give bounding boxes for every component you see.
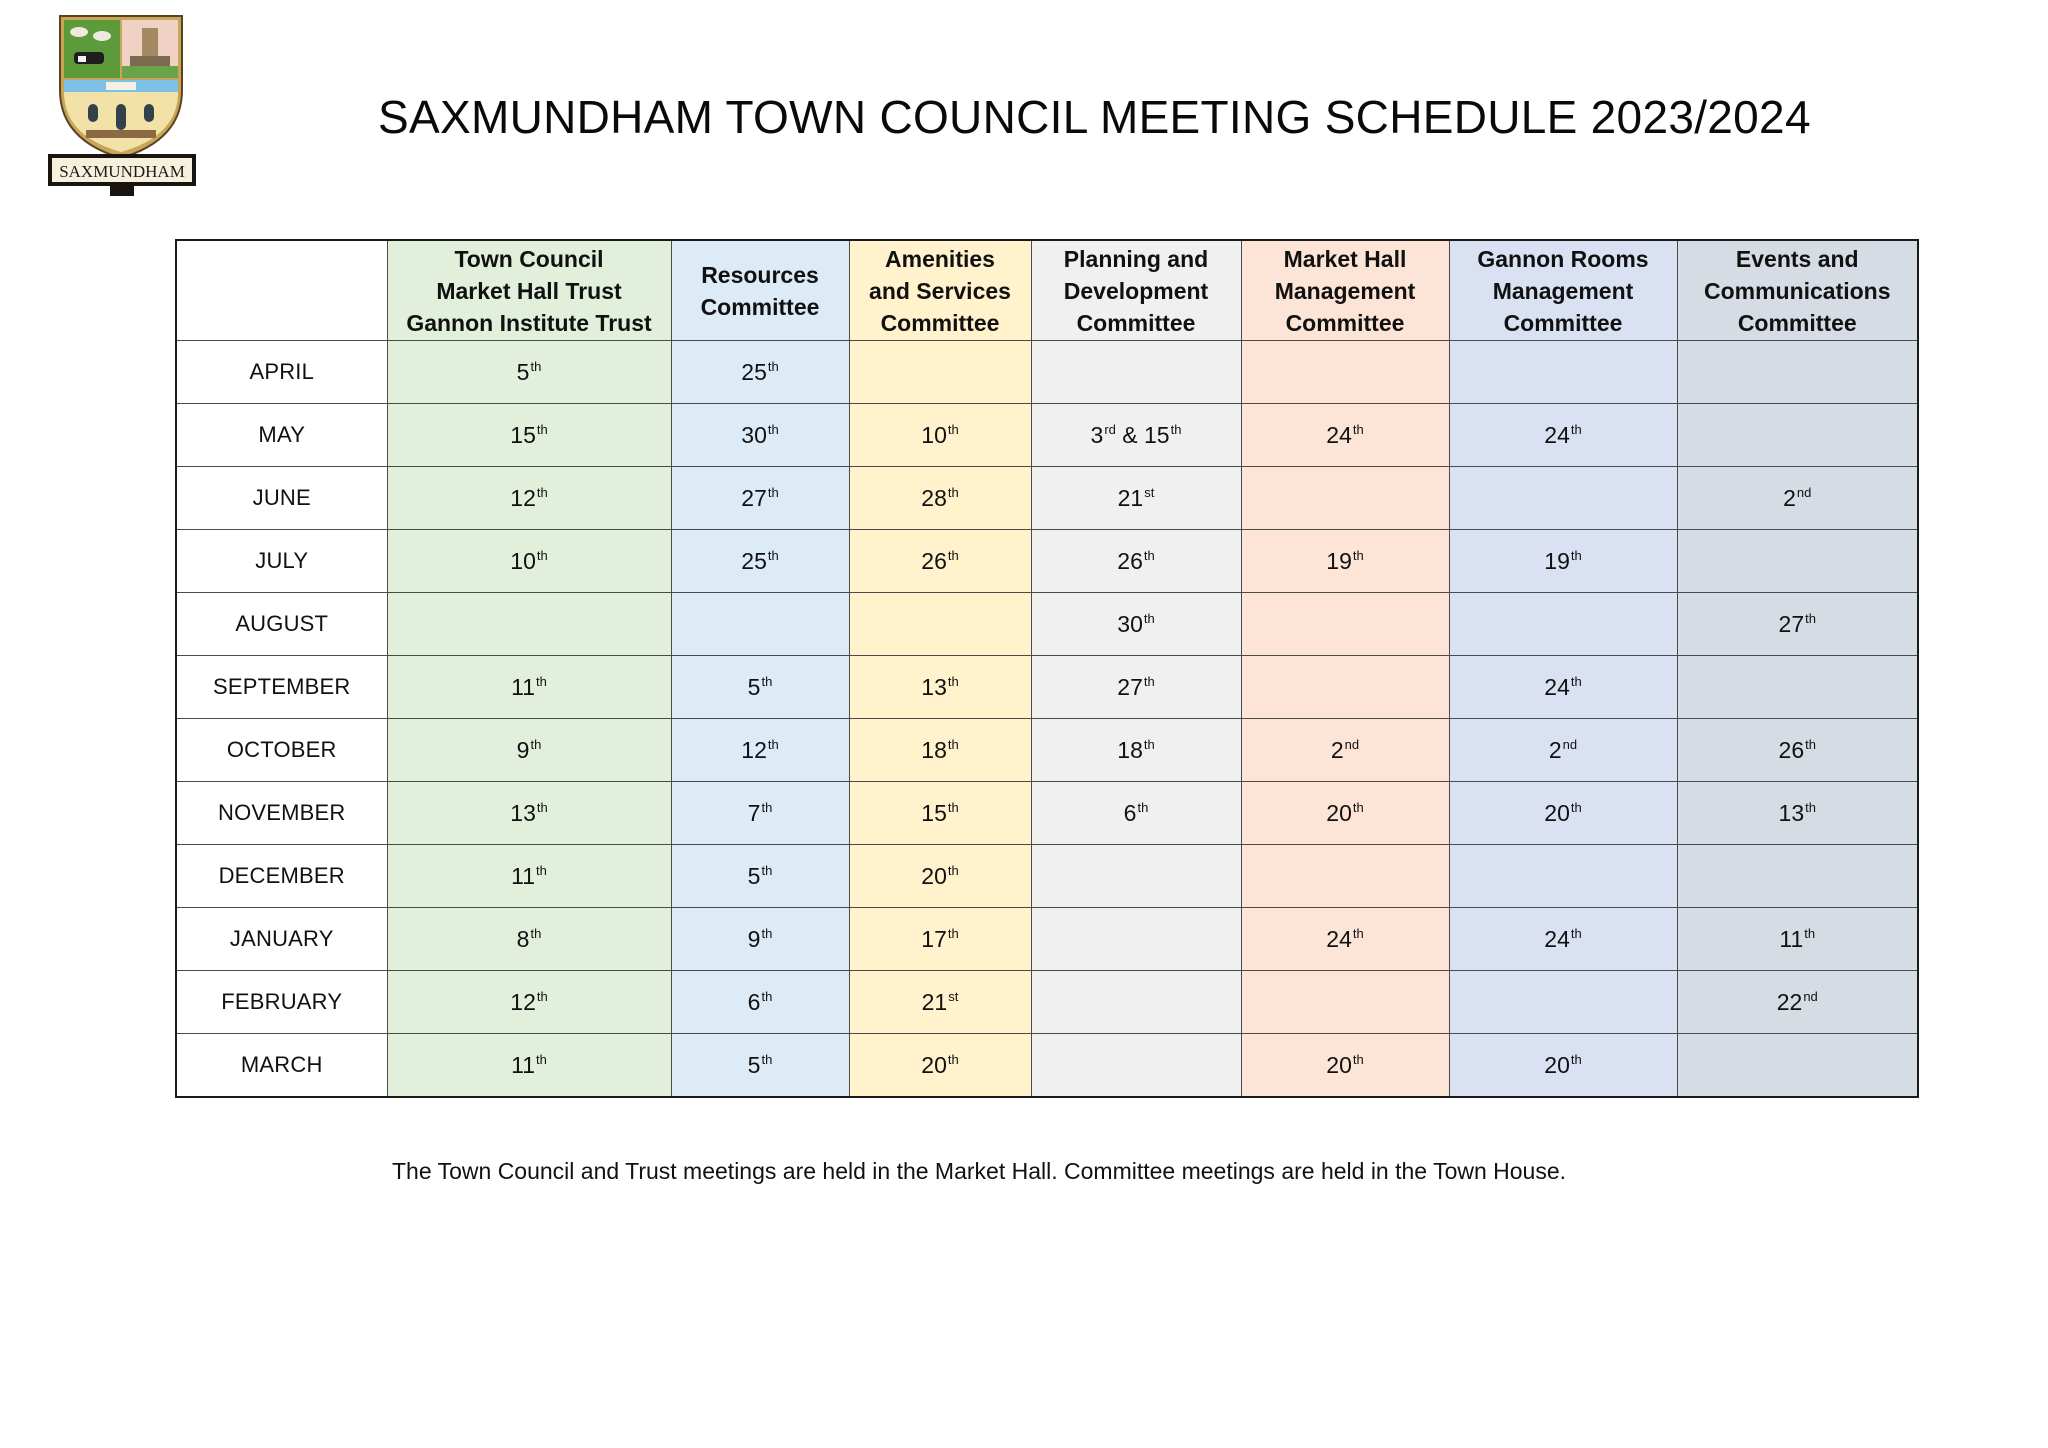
meeting-date-cell: 13th: [849, 656, 1031, 719]
meeting-date-cell: [1241, 593, 1449, 656]
meeting-date-cell: 11th: [387, 1034, 671, 1098]
column-header: [1241, 240, 1449, 341]
meeting-date-cell: 7th: [671, 782, 849, 845]
meeting-date-cell: 19th: [1241, 530, 1449, 593]
meeting-date-cell: [1677, 341, 1918, 404]
month-label: MAY: [176, 404, 387, 467]
month-label: MARCH: [176, 1034, 387, 1098]
meeting-date-cell: [1031, 845, 1241, 908]
column-header: [671, 240, 849, 341]
column-header-line: Planning and: [1063, 245, 1209, 272]
meeting-date-cell: 13th: [1677, 782, 1918, 845]
meeting-date-cell: 12th: [671, 719, 849, 782]
meeting-date-cell: 20th: [1449, 782, 1677, 845]
column-header-line: Town Council: [454, 245, 604, 272]
column-header-line: Events and: [1735, 245, 1859, 272]
meeting-date-cell: [1449, 593, 1677, 656]
meeting-date-cell: 22nd: [1677, 971, 1918, 1034]
meeting-date-cell: [1449, 845, 1677, 908]
meeting-date-cell: 9th: [387, 719, 671, 782]
meeting-date-cell: 24th: [1241, 404, 1449, 467]
footer-note: The Town Council and Trust meetings are held in the Market Hall. Committee meetings are held in the Town House.: [392, 1158, 1567, 1184]
column-header-line: Development: [1063, 277, 1209, 304]
meeting-date-cell: [1449, 341, 1677, 404]
meeting-date-cell: 27th: [1031, 656, 1241, 719]
column-header-line: Communications: [1703, 277, 1891, 304]
meeting-date-cell: [1677, 404, 1918, 467]
meeting-date-cell: 30th: [1031, 593, 1241, 656]
table-row: [176, 341, 1918, 404]
header-row: [176, 240, 1918, 341]
meeting-date-cell: 15th: [387, 404, 671, 467]
table-row: [176, 467, 1918, 530]
meeting-date-cell: 26th: [1031, 530, 1241, 593]
month-label: JULY: [176, 530, 387, 593]
meeting-date-cell: 24th: [1449, 908, 1677, 971]
table-row: [176, 719, 1918, 782]
meeting-date-cell: 28th: [849, 467, 1031, 530]
meeting-date-cell: 5th: [387, 341, 671, 404]
meeting-date-cell: [1677, 1034, 1918, 1098]
column-header-line: Committee: [880, 309, 1000, 336]
column-header-line: and Services: [869, 277, 1011, 304]
meeting-date-cell: 8th: [387, 908, 671, 971]
meeting-date-cell: [387, 593, 671, 656]
meeting-date-cell: 17th: [849, 908, 1031, 971]
column-header-line: Committee: [1503, 309, 1623, 336]
meeting-date-cell: 21st: [849, 971, 1031, 1034]
meeting-date-cell: 2nd: [1677, 467, 1918, 530]
meeting-date-cell: 5th: [671, 1034, 849, 1098]
meeting-date-cell: 12th: [387, 467, 671, 530]
meeting-date-cell: [1241, 971, 1449, 1034]
month-label: NOVEMBER: [176, 782, 387, 845]
column-header-line: Committee: [1285, 309, 1405, 336]
meeting-date-cell: 10th: [849, 404, 1031, 467]
meeting-date-cell: [1677, 530, 1918, 593]
meeting-date-cell: 20th: [1241, 1034, 1449, 1098]
meeting-date-cell: [1677, 845, 1918, 908]
month-label: JUNE: [176, 467, 387, 530]
meeting-date-cell: 3rd & 15th: [1031, 404, 1241, 467]
column-header: [849, 240, 1031, 341]
meeting-date-cell: 18th: [1031, 719, 1241, 782]
month-label: JANUARY: [176, 908, 387, 971]
meeting-date-cell: 24th: [1241, 908, 1449, 971]
meeting-date-cell: 24th: [1449, 656, 1677, 719]
month-label: SEPTEMBER: [176, 656, 387, 719]
page-title: SAXMUNDHAM TOWN COUNCIL MEETING SCHEDULE 2023/2024: [378, 91, 1811, 143]
meeting-date-cell: [1031, 1034, 1241, 1098]
meeting-date-cell: 9th: [671, 908, 849, 971]
month-label: DECEMBER: [176, 845, 387, 908]
meeting-date-cell: 20th: [849, 1034, 1031, 1098]
column-header-line: Committee: [1737, 309, 1857, 336]
corner-cell: [176, 240, 387, 341]
column-header: [387, 240, 671, 341]
meeting-date-cell: 27th: [671, 467, 849, 530]
meeting-date-cell: [1241, 341, 1449, 404]
column-header-line: Market Hall: [1283, 245, 1407, 272]
meeting-date-cell: 13th: [387, 782, 671, 845]
meeting-date-cell: 20th: [1241, 782, 1449, 845]
column-header-line: Market Hall Trust: [436, 277, 622, 304]
meeting-date-cell: 26th: [849, 530, 1031, 593]
column-header-line: Committee: [700, 293, 820, 320]
meeting-date-cell: 6th: [1031, 782, 1241, 845]
meeting-date-cell: 2nd: [1241, 719, 1449, 782]
column-header: [1031, 240, 1241, 341]
month-label: AUGUST: [176, 593, 387, 656]
month-label: OCTOBER: [176, 719, 387, 782]
meeting-date-cell: [849, 593, 1031, 656]
meeting-schedule-table: [175, 239, 1919, 1098]
table-row: [176, 530, 1918, 593]
column-header-line: Gannon Institute Trust: [406, 309, 652, 336]
meeting-date-cell: 5th: [671, 656, 849, 719]
month-label: FEBRUARY: [176, 971, 387, 1034]
table-row: [176, 404, 1918, 467]
table-row: [176, 908, 1918, 971]
meeting-date-cell: 15th: [849, 782, 1031, 845]
meeting-date-cell: 10th: [387, 530, 671, 593]
meeting-date-cell: [849, 341, 1031, 404]
meeting-date-cell: 25th: [671, 341, 849, 404]
table-row: [176, 593, 1918, 656]
meeting-date-cell: [1031, 908, 1241, 971]
meeting-date-cell: 30th: [671, 404, 849, 467]
meeting-date-cell: 11th: [387, 845, 671, 908]
meeting-date-cell: [1031, 971, 1241, 1034]
meeting-date-cell: 11th: [1677, 908, 1918, 971]
meeting-date-cell: 26th: [1677, 719, 1918, 782]
table-row: [176, 782, 1918, 845]
column-header-line: Committee: [1076, 309, 1196, 336]
meeting-date-cell: 25th: [671, 530, 849, 593]
column-header-line: Resources: [701, 261, 819, 288]
meeting-date-cell: 11th: [387, 656, 671, 719]
column-header-line: Management: [1492, 277, 1634, 304]
meeting-date-cell: 12th: [387, 971, 671, 1034]
table-row: [176, 1034, 1918, 1098]
table-row: [176, 845, 1918, 908]
meeting-date-cell: [1031, 341, 1241, 404]
meeting-date-cell: 20th: [1449, 1034, 1677, 1098]
meeting-date-cell: [1241, 467, 1449, 530]
meeting-date-cell: [1241, 845, 1449, 908]
meeting-date-cell: 5th: [671, 845, 849, 908]
meeting-date-cell: 19th: [1449, 530, 1677, 593]
meeting-date-cell: [1241, 656, 1449, 719]
meeting-date-cell: 20th: [849, 845, 1031, 908]
meeting-date-cell: [1449, 971, 1677, 1034]
column-header-line: Management: [1274, 277, 1416, 304]
table-row: [176, 656, 1918, 719]
meeting-date-cell: 2nd: [1449, 719, 1677, 782]
meeting-date-cell: [1449, 467, 1677, 530]
meeting-date-cell: 21st: [1031, 467, 1241, 530]
column-header-line: Amenities: [885, 245, 995, 272]
logo-text: SAXMUNDHAM: [59, 162, 185, 181]
meeting-date-cell: 24th: [1449, 404, 1677, 467]
town-crest-logo: [46, 12, 198, 198]
month-label: APRIL: [176, 341, 387, 404]
column-header-line: Gannon Rooms: [1477, 245, 1649, 272]
meeting-date-cell: 27th: [1677, 593, 1918, 656]
meeting-date-cell: [671, 593, 849, 656]
meeting-date-cell: [1677, 656, 1918, 719]
column-header: [1449, 240, 1677, 341]
meeting-date-cell: 18th: [849, 719, 1031, 782]
table-row: [176, 971, 1918, 1034]
column-header: [1677, 240, 1918, 341]
meeting-date-cell: 6th: [671, 971, 849, 1034]
